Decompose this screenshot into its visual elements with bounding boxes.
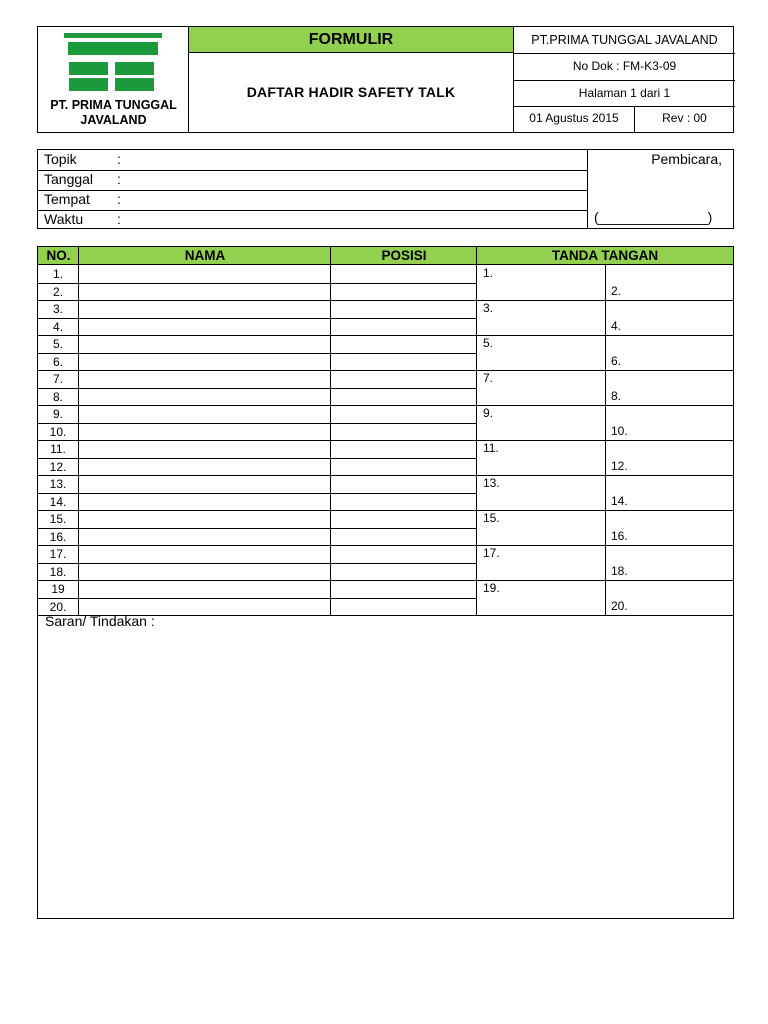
signature-number: 14. (611, 494, 628, 508)
speaker-signature-line: (______________) (594, 209, 713, 225)
signature-number: 6. (611, 354, 622, 368)
logo-cell (38, 27, 189, 132)
signature-number: 7. (483, 371, 494, 385)
row-number: 12. (49, 460, 67, 474)
row-number: 14. (49, 495, 67, 509)
column-divider (78, 247, 79, 615)
signature-number: 17. (483, 546, 500, 560)
row-line (38, 580, 477, 581)
row-line (38, 300, 477, 301)
row-number: 5. (52, 337, 63, 351)
document-number: No Dok : FM-K3-09 (514, 53, 735, 81)
company-name: PT. PRIMA TUNGGAL JAVALAND (50, 98, 177, 127)
form-title: FORMULIR (189, 27, 513, 53)
signature-line (477, 335, 733, 336)
document-title: DAFTAR HADIR SAFETY TALK (246, 84, 456, 100)
row-number: 2. (52, 285, 63, 299)
info-label: Tempat (44, 191, 90, 207)
signature-number: 2. (611, 284, 622, 298)
signature-line (477, 580, 733, 581)
row-line (38, 493, 477, 494)
row-number: 3. (52, 302, 63, 316)
signature-line (477, 370, 733, 371)
signature-line (477, 440, 733, 441)
info-label: Topik (44, 151, 77, 167)
document-meta (513, 27, 734, 132)
signature-number: 16. (611, 529, 628, 543)
remarks-label: Saran/ Tindakan : (45, 613, 155, 629)
signature-number: 5. (483, 336, 494, 350)
row-line (38, 283, 477, 284)
signature-number: 19. (483, 581, 500, 595)
row-line (38, 353, 477, 354)
info-colon: : (117, 171, 121, 187)
signature-number: 20. (611, 599, 628, 613)
signature-number: 8. (611, 389, 622, 403)
row-line (38, 405, 477, 406)
signature-number: 4. (611, 319, 622, 333)
row-number: 6. (52, 355, 63, 369)
info-colon: : (117, 211, 121, 227)
row-line (38, 510, 477, 511)
attendance-table (37, 246, 734, 919)
row-number: 11. (50, 442, 66, 456)
meta-company-name: PT.PRIMA TUNGGAL JAVALAND (514, 27, 735, 54)
row-number: 15. (49, 512, 67, 526)
signature-number: 9. (483, 406, 494, 420)
info-colon: : (117, 191, 121, 207)
signature-number: 18. (611, 564, 628, 578)
row-line (38, 545, 477, 546)
row-line (38, 440, 477, 441)
revision-number: Rev : 00 (662, 111, 707, 125)
info-row-tempat[interactable] (38, 190, 587, 211)
row-line (38, 598, 477, 599)
info-row-waktu[interactable] (38, 210, 587, 228)
column-divider (476, 247, 477, 615)
signature-number: 12. (611, 459, 628, 473)
signature-line (477, 510, 733, 511)
signature-number: 10. (611, 424, 628, 438)
row-number: 19 (51, 582, 65, 596)
column-header-tanda-tangan: TANDA TANGAN (477, 247, 733, 265)
signature-line (477, 405, 733, 406)
row-number: 4. (52, 320, 63, 334)
row-line (38, 563, 477, 564)
row-number: 10. (49, 425, 67, 439)
info-row-topik[interactable] (38, 150, 587, 171)
row-number: 13. (49, 477, 67, 491)
signature-line (477, 545, 733, 546)
column-divider (330, 247, 331, 615)
company-logo-icon (61, 33, 167, 95)
row-number: 18. (49, 565, 67, 579)
row-line (38, 528, 477, 529)
row-number: 7. (52, 372, 63, 386)
speaker-label: Pembicara, (651, 151, 722, 167)
row-number: 20. (49, 600, 67, 614)
info-label: Waktu (44, 211, 84, 227)
row-line (38, 388, 477, 389)
document-date: 01 Agustus 2015 (514, 106, 635, 132)
signature-number: 13. (483, 476, 500, 490)
signature-number: 15. (483, 511, 500, 525)
row-line (38, 335, 477, 336)
row-number: 16. (49, 530, 67, 544)
row-line (38, 318, 477, 319)
row-number: 1. (52, 267, 63, 281)
info-colon: : (117, 151, 121, 167)
page-number: Halaman 1 dari 1 (514, 80, 735, 107)
row-line (38, 475, 477, 476)
info-row-tanggal[interactable] (38, 170, 587, 191)
column-header-nama: NAMA (79, 247, 331, 265)
signature-line (477, 475, 733, 476)
column-header-posisi: POSISI (331, 247, 477, 265)
form-header (37, 26, 734, 133)
column-header-no: NO. (38, 247, 79, 265)
signature-line (477, 300, 733, 301)
speaker-cell[interactable] (587, 150, 733, 228)
signature-number: 3. (483, 301, 494, 315)
info-section (37, 149, 734, 229)
row-number: 9. (52, 407, 63, 421)
row-line (38, 458, 477, 459)
row-line (38, 370, 477, 371)
row-number: 8. (52, 390, 63, 404)
signature-number: 11. (483, 441, 499, 455)
signature-number: 1. (483, 266, 494, 280)
row-line (38, 423, 477, 424)
row-number: 17. (49, 547, 67, 561)
info-label: Tanggal (44, 171, 94, 187)
